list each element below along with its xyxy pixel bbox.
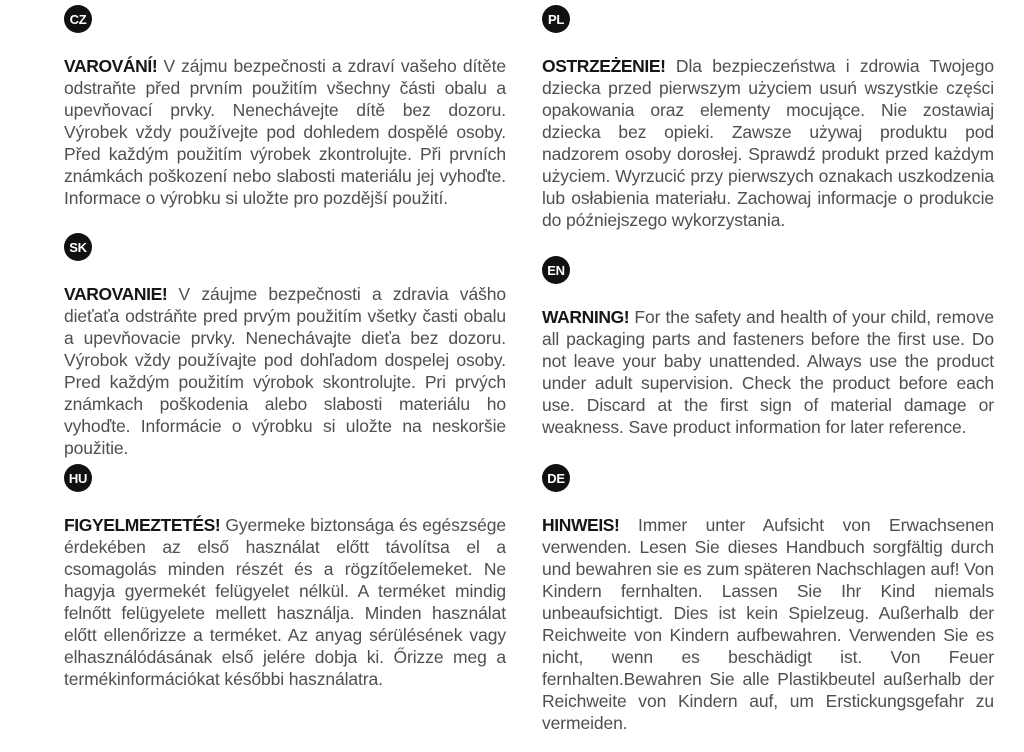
language-badge-pl: PL xyxy=(542,5,570,33)
warning-paragraph-cz xyxy=(64,55,506,209)
section-warning-en xyxy=(542,256,994,438)
warning-paragraph-hu xyxy=(64,514,506,690)
warning-paragraph-de xyxy=(542,514,994,734)
language-badge-en: EN xyxy=(542,256,570,284)
language-badge-de: DE xyxy=(542,464,570,492)
warning-text-pl: Dla bezpieczeństwa i zdrowia Twojego dziecka przed pierwszym użyciem usuń wszystkie części opakowania oraz elementy mocujące. Nie zostawiaj dziecka bez opieki. Zawsze używaj produktu pod nadzorem osoby dorosłej. Sprawdź produkt przed każdym użyciem. Wyrzucić przy pierwszych oznakach uszkodzenia lub osłabienia materiału. Zachowaj informacje o produkcie do późniejszego wykorzystania. xyxy=(542,56,994,230)
language-badge-cz: CZ xyxy=(64,5,92,33)
warning-text-hu: Gyermeke biztonsága és egészsége érdekében az első használat előtt távolítsa el a csomagolás minden részét és a rögzítőelemeket. Ne hagyja gyermekét felügyelet nélkül. A terméket mindig felnőtt felügyelete mellett használja. Minden használat előtt ellenőrizze a terméket. Az anyag sérülésének vagy elhasználódásának első jelére dobja ki. Őrizze meg a termékinformációkat későbbi használatra. xyxy=(64,515,506,689)
warning-heading-de: HINWEIS! xyxy=(542,515,620,535)
warning-heading-hu: FIGYELMEZTETÉS! xyxy=(64,515,221,535)
language-badge-hu: HU xyxy=(64,464,92,492)
warning-heading-en: WARNING! xyxy=(542,307,630,327)
section-warning-hu xyxy=(64,464,506,690)
warning-text-de: Immer unter Aufsicht von Erwachsenen verwenden. Lesen Sie dieses Handbuch sorgfältig durch und bewahren sie es zum späteren Nachschlagen auf! Von Kindern fernhalten. Lassen Sie Ihr Kind niemals unbeaufsichtigt. Dies ist kein Spielzeug. Außerhalb der Reichweite von Kindern aufbewahren. Verwenden Sie es nicht, wenn es beschädigt ist. Von Feuer fernhalten.Bewahren Sie alle Plastikbeutel außerhalb der Reichweite von Kindern auf, um Erstickungsgefahr zu vermeiden. xyxy=(542,515,994,733)
section-warning-de xyxy=(542,464,994,734)
warning-paragraph-pl xyxy=(542,55,994,231)
warning-text-en: For the safety and health of your child, remove all packaging parts and fasteners before the first use. Do not leave your baby unattended. Always use the product under adult supervision. Check the product before each use. Discard at the first sign of material damage or weakness. Save product information for later reference. xyxy=(542,307,994,437)
warning-paragraph-sk xyxy=(64,283,506,459)
warning-text-sk: V záujme bezpečnosti a zdravia vášho dieťaťa odstráňte pred prvým použitím všetky časti obalu a upevňovacie prvky. Nenechávajte dieťa bez dozoru. Výrobok vždy používajte pod dohľadom dospelej osoby. Pred každým použitím výrobok skontrolujte. Pri prvých známkach poškodenia alebo slabosti materiálu ho vyhoďte. Informácie o výrobku si uložte na neskoršie použitie. xyxy=(64,284,506,458)
language-badge-sk: SK xyxy=(64,233,92,261)
section-warning-pl xyxy=(542,5,994,231)
warning-paragraph-en xyxy=(542,306,994,438)
warning-heading-pl: OSTRZEŻENIE! xyxy=(542,56,666,76)
section-warning-cz xyxy=(64,5,506,209)
section-warning-sk xyxy=(64,233,506,459)
warning-heading-cz: VAROVÁNÍ! xyxy=(64,56,158,76)
warning-text-cz: V zájmu bezpečnosti a zdraví vašeho dítěte odstraňte před prvním použitím všechny části obalu a upevňovací prvky. Nenechávejte dítě bez dozoru. Výrobek vždy používejte pod dohledem dospělé osoby. Před každým použitím výrobek zkontrolujte. Při prvních známkách poškození nebo slabosti materiálu jej vyhoďte. Informace o výrobku si uložte pro pozdější použití. xyxy=(64,56,507,208)
warning-heading-sk: VAROVANIE! xyxy=(64,284,168,304)
